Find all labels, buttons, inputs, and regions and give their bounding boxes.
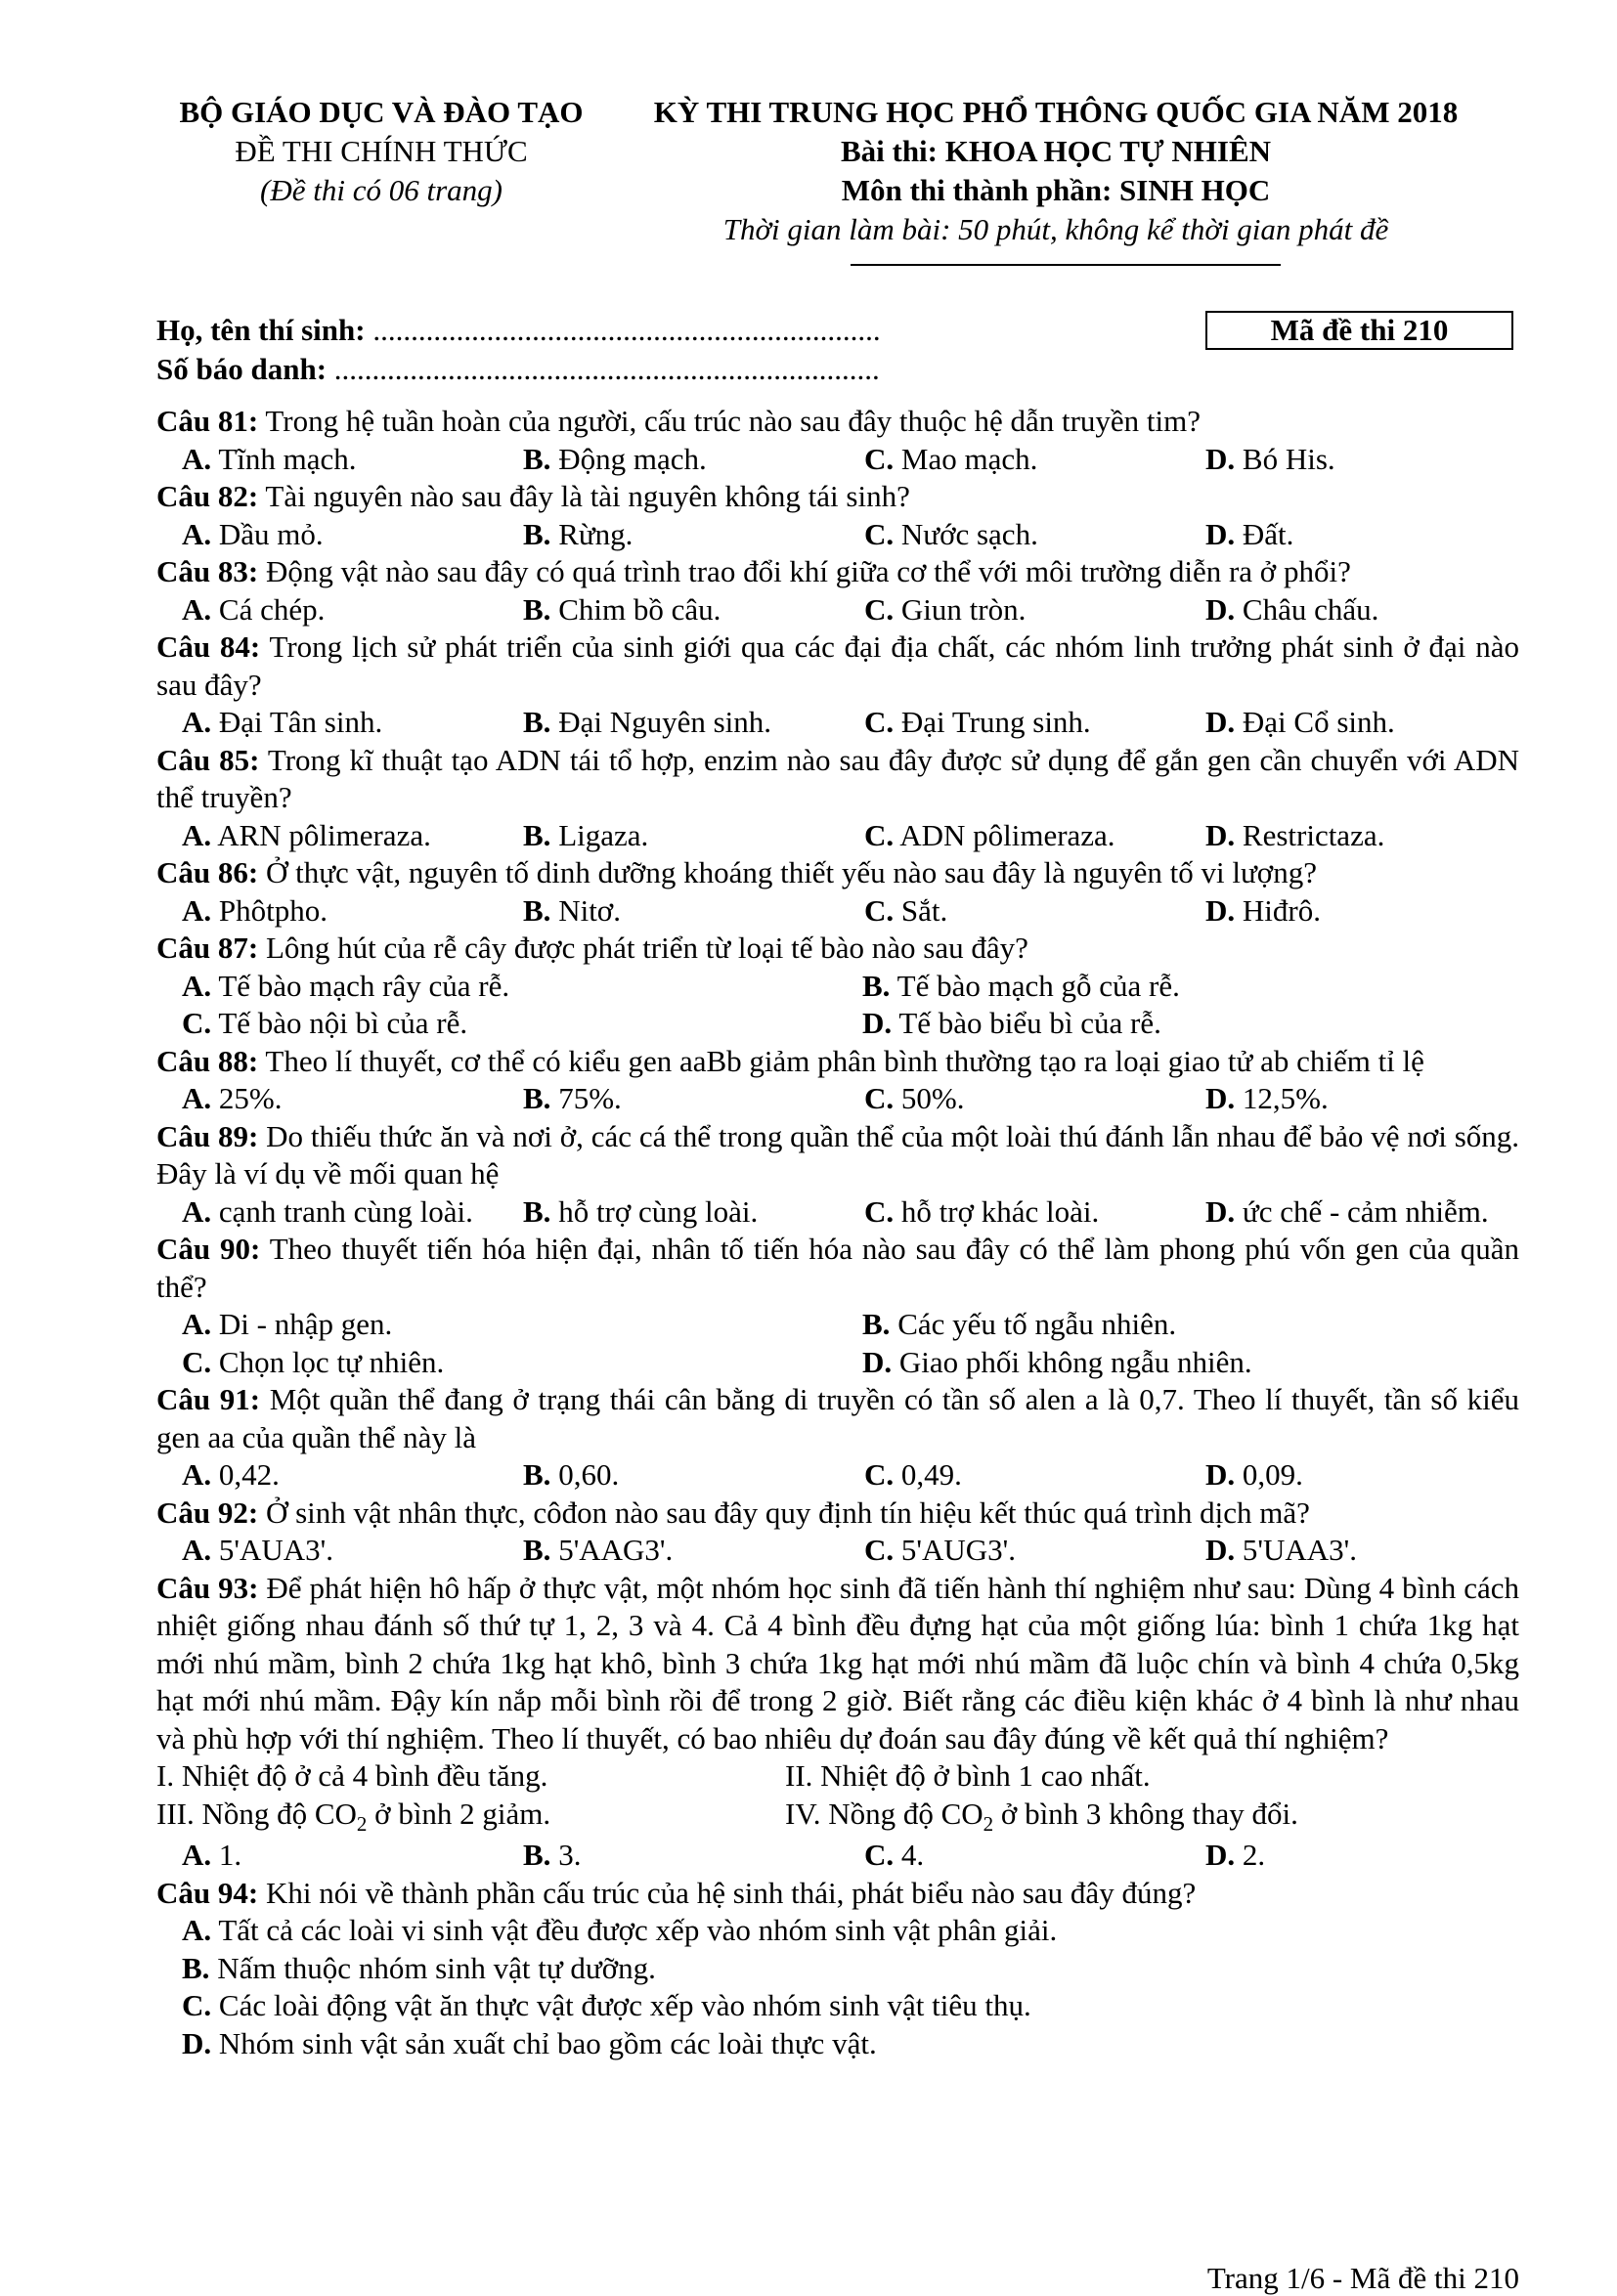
answer-options — [156, 1837, 1519, 1875]
answer-option[interactable] — [523, 1456, 864, 1495]
option-text: Các loài động vật ăn thực vật được xếp vào nhóm sinh vật tiêu thụ. — [218, 1988, 1031, 2022]
answer-options — [156, 1306, 1519, 1381]
answer-option[interactable] — [182, 1005, 862, 1043]
option-text: 25%. — [218, 1081, 283, 1115]
answer-option[interactable] — [523, 1837, 864, 1875]
question-text: Theo thuyết tiến hóa hiện đại, nhân tố tiến hóa nào sau đây có thể làm phong phú vốn gen của quần thể? — [156, 1232, 1519, 1304]
option-text: Đất. — [1242, 516, 1294, 551]
statement-text: ở bình 3 không thay đổi. — [993, 1796, 1298, 1831]
official-exam-label: ĐỀ THI CHÍNH THỨC — [235, 134, 528, 168]
option-text: 0,49. — [900, 1457, 962, 1492]
answer-option[interactable] — [523, 1532, 864, 1570]
option-text: Chim bồ câu. — [558, 591, 721, 627]
option-letter: D. — [1205, 1533, 1236, 1567]
option-text: Nước sạch. — [900, 516, 1038, 551]
question-stem — [156, 1118, 1519, 1193]
option-text: 0,09. — [1242, 1457, 1303, 1492]
answer-options — [156, 441, 1519, 479]
answer-option[interactable] — [182, 1306, 862, 1344]
option-letter: C. — [864, 705, 895, 739]
exam-code-box: Mã đề thi 210 — [1205, 311, 1513, 350]
option-letter: A. — [182, 516, 212, 551]
option-letter: B. — [862, 1307, 891, 1341]
question-stem — [156, 478, 1519, 516]
question-number: Câu 89: — [156, 1118, 259, 1153]
question-text: Lông hút của rễ cây được phát triển từ loại tế bào nào sau đây? — [265, 931, 1028, 965]
time-note: Thời gian làm bài: 50 phút, không kể thời gian phát đề — [722, 212, 1389, 246]
answer-option[interactable] — [182, 1912, 1519, 1950]
option-text: 5'AAG3'. — [558, 1533, 674, 1567]
option-letter: C. — [864, 441, 895, 476]
question-number: Câu 84: — [156, 629, 261, 664]
option-text: ADN pôlimeraza. — [899, 817, 1115, 852]
header-left — [156, 93, 606, 210]
candidate-name-row — [156, 311, 881, 350]
question-block — [156, 1118, 1519, 1232]
option-text: Mao mạch. — [900, 441, 1038, 476]
question-number: Câu 83: — [156, 554, 259, 588]
question-stem — [156, 1570, 1519, 1758]
option-letter: D. — [1205, 817, 1236, 852]
option-letter: D. — [862, 1006, 893, 1040]
question-text: Trong lịch sử phát triển của sinh giới qua các đại địa chất, các nhóm linh trưởng phát sinh ở đại nào sau đây? — [156, 629, 1519, 702]
subject-name: Môn thi thành phần: SINH HỌC — [841, 173, 1271, 207]
option-letter: D. — [1205, 591, 1236, 627]
option-letter: B. — [523, 1838, 551, 1872]
question-block — [156, 1381, 1519, 1495]
question-number: Câu 93: — [156, 1570, 259, 1605]
option-letter: A. — [182, 441, 212, 476]
option-text: 0,42. — [218, 1457, 280, 1492]
answer-option[interactable] — [864, 892, 1205, 931]
answer-options — [156, 516, 1519, 554]
option-letter: A. — [182, 1533, 212, 1567]
answer-option[interactable] — [862, 1005, 1547, 1043]
option-letter: B. — [523, 1081, 551, 1115]
option-text: 5'UAA3'. — [1242, 1533, 1357, 1567]
option-text: hỗ trợ khác loài. — [900, 1193, 1100, 1229]
option-text: 4. — [900, 1838, 925, 1872]
header-right — [626, 93, 1486, 249]
question-stem — [156, 1043, 1519, 1081]
answer-option[interactable] — [864, 1193, 1205, 1232]
option-text: Nấm thuộc nhóm sinh vật tự dưỡng. — [217, 1950, 656, 1985]
question-stem — [156, 1231, 1519, 1306]
answer-option[interactable] — [1205, 441, 1547, 479]
answer-option[interactable] — [864, 516, 1205, 554]
question-block — [156, 742, 1519, 855]
option-letter: B. — [523, 441, 551, 476]
answer-option[interactable] — [182, 441, 523, 479]
option-text: Tế bào nội bì của rễ. — [218, 1006, 468, 1040]
option-text: Châu chấu. — [1242, 591, 1379, 627]
option-letter: B. — [523, 516, 551, 551]
option-letter: A. — [182, 1457, 212, 1492]
question-number: Câu 94: — [156, 1875, 259, 1910]
answer-option[interactable] — [864, 1837, 1205, 1875]
statement-text: III. Nồng độ CO — [156, 1796, 357, 1831]
option-letter: D. — [1205, 441, 1236, 476]
option-letter: B. — [523, 705, 551, 739]
answer-option[interactable] — [1205, 1456, 1547, 1495]
option-letter: C. — [864, 892, 895, 928]
question-text: Do thiếu thức ăn và nơi ở, các cá thể trong quần thể của một loài thú đánh lẫn nhau để bảo vệ nơi sống. Đây là ví dụ về mối quan hệ — [156, 1118, 1520, 1191]
question-text: Ở sinh vật nhân thực, côđon nào sau đây quy định tín hiệu kết thúc quá trình dịch mã? — [265, 1495, 1310, 1530]
option-letter: D. — [1205, 1193, 1236, 1229]
question-stem — [156, 742, 1519, 817]
option-text: 75%. — [558, 1081, 622, 1115]
question-stem — [156, 1875, 1519, 1913]
answer-option[interactable] — [864, 817, 1205, 855]
question-text: Động vật nào sau đây có quá trình trao đổi khí giữa cơ thể với môi trường diễn ra ở phổi? — [265, 554, 1351, 588]
question-stem — [156, 930, 1519, 968]
question-text: Ở thực vật, nguyên tố dinh dưỡng khoáng thiết yếu nào sau đây là nguyên tố vi lượng? — [265, 855, 1317, 889]
option-text: Đại Trung sinh. — [900, 705, 1091, 739]
question-number: Câu 85: — [156, 742, 260, 777]
option-text: Restrictaza. — [1242, 817, 1385, 852]
statement-list — [156, 1757, 1519, 1836]
option-letter: A. — [182, 591, 212, 627]
option-text: Đại Tân sinh. — [218, 705, 383, 739]
statement-item: I. Nhiệt độ ở cả 4 bình đều tăng. — [156, 1758, 548, 1793]
candidate-name-label: Họ, tên thí sinh: — [156, 313, 366, 347]
candidate-id-row — [156, 350, 881, 389]
question-block — [156, 628, 1519, 742]
option-letter: C. — [864, 1081, 895, 1115]
answer-option[interactable] — [182, 968, 862, 1006]
subscript: 2 — [983, 1811, 994, 1836]
option-text: Nhóm sinh vật sản xuất chỉ bao gồm các loài thực vật. — [218, 2025, 877, 2060]
answer-option[interactable] — [862, 1344, 1547, 1382]
option-text: Đại Cổ sinh. — [1242, 705, 1395, 739]
option-text: Rừng. — [558, 516, 634, 551]
answer-option[interactable] — [182, 817, 523, 855]
question-number: Câu 88: — [156, 1043, 259, 1078]
option-letter: C. — [864, 1457, 895, 1492]
answer-option[interactable] — [862, 968, 1547, 1006]
option-letter: D. — [1205, 892, 1236, 928]
option-text: cạnh tranh cùng loài. — [218, 1193, 473, 1229]
option-text: Giun tròn. — [900, 591, 1027, 627]
question-block — [156, 403, 1519, 478]
question-stem — [156, 403, 1519, 441]
question-block — [156, 478, 1519, 553]
option-text: 5'AUG3'. — [900, 1533, 1016, 1567]
option-letter: A. — [182, 705, 212, 739]
question-block — [156, 1231, 1519, 1381]
answer-option[interactable] — [523, 704, 864, 742]
answer-option[interactable] — [182, 1456, 523, 1495]
option-text: Động mạch. — [558, 441, 707, 476]
option-letter: B. — [523, 1533, 551, 1567]
option-letter: B. — [523, 817, 551, 852]
option-letter: D. — [1205, 705, 1236, 739]
page-count-note: (Đề thi có 06 trang) — [260, 173, 503, 207]
option-letter: C. — [182, 1344, 212, 1379]
subscript: 2 — [356, 1811, 368, 1836]
option-text: Tế bào mạch gỗ của rễ. — [896, 968, 1180, 1003]
candidate-id-dots: ........................................................................ — [327, 352, 880, 386]
question-block — [156, 1043, 1519, 1118]
answer-options — [156, 968, 1519, 1043]
question-stem — [156, 553, 1519, 591]
option-letter: A. — [182, 1081, 212, 1115]
option-letter: A. — [182, 1913, 212, 1947]
question-text: Tài nguyên nào sau đây là tài nguyên không tái sinh? — [265, 479, 910, 513]
option-text: Tế bào mạch rây của rễ. — [218, 968, 510, 1003]
answer-option[interactable] — [864, 1080, 1205, 1118]
option-text: Giao phối không ngẫu nhiên. — [898, 1344, 1252, 1379]
statement-item — [156, 1796, 785, 1834]
question-text: Để phát hiện hô hấp ở thực vật, một nhóm học sinh đã tiến hành thí nghiệm như sau: Dùng 4 bình cách nhiệt giống nhau đánh số thứ tự 1, 2, 3 và 4. Cả 4 bình đều đựng hạt của một giống lúa: bình 1 chứa 1kg hạt mới nhú mầm, bình 2 chứa 1kg hạt khô, bình 3 chứa 1kg hạt mới nhú mầm đã luộc chín và bình 4 chứa 0,5kg hạt mới nhú mầm. Đậy kín nắp mỗi bình rồi để trong 2 giờ. Biết rằng các điều kiện khác ở 4 bình là như nhau và phù hợp với thí nghiệm. Theo lí thuyết, có bao nhiêu dự đoán sau đây đúng về kết quả thí nghiệm? — [156, 1570, 1520, 1755]
question-text: Khi nói về thành phần cấu trúc của hệ sinh thái, phát biểu nào sau đây đúng? — [265, 1875, 1197, 1910]
option-letter: D. — [1205, 1838, 1236, 1872]
answer-option[interactable] — [182, 1837, 523, 1875]
option-letter: A. — [182, 817, 212, 852]
option-text: Di - nhập gen. — [218, 1307, 393, 1341]
option-text: 50%. — [900, 1081, 965, 1115]
candidate-name-dots: ................................................................... — [365, 313, 881, 347]
option-text: Chọn lọc tự nhiên. — [218, 1344, 445, 1379]
answer-options — [156, 1912, 1519, 2062]
answer-options — [156, 1456, 1519, 1495]
option-text: Sắt. — [900, 892, 948, 928]
option-text: Nitơ. — [558, 892, 621, 928]
question-text: Trong kĩ thuật tạo ADN tái tổ hợp, enzim nào sau đây được sử dụng để gắn gen cần chuyển với ADN thể truyền? — [156, 742, 1519, 814]
question-block — [156, 854, 1519, 930]
option-letter: C. — [182, 1006, 212, 1040]
answer-options — [156, 704, 1519, 742]
answer-option[interactable] — [523, 516, 864, 554]
answer-option[interactable] — [523, 817, 864, 855]
answer-option[interactable] — [182, 892, 523, 931]
answer-option[interactable] — [182, 1950, 1519, 1988]
statement-text: IV. Nồng độ CO — [785, 1796, 983, 1831]
answer-option[interactable] — [182, 516, 523, 554]
question-block — [156, 1570, 1519, 1875]
answer-option[interactable] — [182, 704, 523, 742]
option-letter: D. — [1205, 516, 1236, 551]
statement-item: II. Nhiệt độ ở bình 1 cao nhất. — [785, 1758, 1151, 1793]
statement-text: ở bình 2 giảm. — [367, 1796, 551, 1831]
option-letter: B. — [523, 892, 551, 928]
answer-option[interactable] — [1205, 591, 1547, 629]
answer-options — [156, 1080, 1519, 1118]
option-letter: C. — [864, 1533, 895, 1567]
answer-option[interactable] — [862, 1306, 1547, 1344]
option-text: Bó His. — [1242, 441, 1335, 476]
answer-option[interactable] — [523, 591, 864, 629]
answer-option[interactable] — [864, 704, 1205, 742]
answer-option[interactable] — [182, 1532, 523, 1570]
question-stem — [156, 1495, 1519, 1533]
option-letter: A. — [182, 968, 212, 1003]
answer-option[interactable] — [1205, 704, 1547, 742]
question-block — [156, 1495, 1519, 1570]
option-text: 2. — [1242, 1838, 1266, 1872]
question-number: Câu 87: — [156, 931, 259, 965]
answer-option[interactable] — [523, 1080, 864, 1118]
answer-option[interactable] — [182, 1344, 862, 1382]
option-letter: C. — [864, 1193, 895, 1229]
option-text: 3. — [558, 1838, 582, 1872]
answer-option[interactable] — [1205, 1837, 1547, 1875]
answer-option[interactable] — [1205, 817, 1547, 855]
header-underline — [851, 264, 1281, 266]
answer-options — [156, 1193, 1519, 1232]
answer-option[interactable] — [864, 441, 1205, 479]
question-number: Câu 86: — [156, 855, 259, 889]
option-text: Dầu mỏ. — [218, 516, 324, 551]
question-block — [156, 1875, 1519, 2063]
option-text: Tất cả các loài vi sinh vật đều được xếp vào nhóm sinh vật phân giải. — [218, 1913, 1058, 1947]
option-letter: C. — [182, 1988, 212, 2022]
option-letter: B. — [523, 1193, 551, 1229]
answer-option[interactable] — [182, 1080, 523, 1118]
option-letter: D. — [182, 2025, 212, 2060]
answer-option[interactable] — [523, 441, 864, 479]
answer-options — [156, 591, 1519, 629]
option-letter: D. — [1205, 1081, 1236, 1115]
answer-option[interactable] — [1205, 1193, 1547, 1232]
option-text: Cá chép. — [218, 591, 326, 627]
exam-title: KỲ THI TRUNG HỌC PHỔ THÔNG QUỐC GIA NĂM 2018 — [653, 95, 1459, 129]
answer-option[interactable] — [1205, 892, 1547, 931]
question-block — [156, 553, 1519, 628]
option-letter: C. — [864, 591, 895, 627]
answer-option[interactable] — [523, 1193, 864, 1232]
option-text: hỗ trợ cùng loài. — [558, 1193, 759, 1229]
question-number: Câu 91: — [156, 1382, 261, 1416]
candidate-id-label: Số báo danh: — [156, 352, 328, 386]
option-letter: B. — [523, 1457, 551, 1492]
option-text: 5'AUA3'. — [218, 1533, 333, 1567]
answer-option[interactable] — [1205, 1532, 1547, 1570]
answer-option[interactable] — [523, 892, 864, 931]
question-list — [156, 403, 1519, 2062]
question-number: Câu 92: — [156, 1495, 259, 1530]
option-letter: B. — [862, 968, 891, 1003]
question-block — [156, 930, 1519, 1043]
answer-options — [156, 817, 1519, 855]
option-text: Tĩnh mạch. — [218, 441, 357, 476]
option-letter: D. — [862, 1344, 893, 1379]
ministry-name: BỘ GIÁO DỤC VÀ ĐÀO TẠO — [179, 95, 584, 129]
option-text: Các yếu tố ngẫu nhiên. — [897, 1307, 1177, 1341]
option-text: ARN pôlimeraza. — [217, 817, 431, 852]
question-text: Trong hệ tuần hoàn của người, cấu trúc nào sau đây thuộc hệ dẫn truyền tim? — [265, 404, 1202, 438]
option-letter: D. — [1205, 1457, 1236, 1492]
option-text: 12,5%. — [1242, 1081, 1329, 1115]
test-name: Bài thi: KHOA HỌC TỰ NHIÊN — [840, 134, 1272, 168]
page-footer: Trang 1/6 - Mã đề thi 210 — [1206, 2261, 1519, 2295]
answer-option[interactable] — [182, 591, 523, 629]
option-letter: A. — [182, 1193, 212, 1229]
option-letter: C. — [864, 516, 895, 551]
answer-option[interactable] — [182, 2025, 1519, 2063]
option-text: Tế bào biểu bì của rễ. — [898, 1006, 1161, 1040]
option-letter: C. — [864, 1838, 895, 1872]
candidate-info — [156, 311, 881, 389]
answer-option[interactable] — [864, 1532, 1205, 1570]
option-letter: C. — [864, 817, 895, 852]
option-text: Ligaza. — [558, 817, 649, 852]
question-text: Theo lí thuyết, cơ thể có kiểu gen aaBb giảm phân bình thường tạo ra loại giao tử ab chiếm tỉ lệ — [265, 1043, 1424, 1078]
answer-option[interactable] — [182, 1987, 1519, 2025]
option-letter: B. — [523, 591, 551, 627]
option-letter: B. — [182, 1950, 210, 1985]
question-text: Một quần thể đang ở trạng thái cân bằng di truyền có tần số alen a là 0,7. Theo lí thuyết, tần số kiểu gen aa của quần thể này là — [156, 1382, 1519, 1454]
question-stem — [156, 854, 1519, 892]
statement-item — [785, 1796, 1518, 1834]
option-text: ức chế - cảm nhiễm. — [1242, 1193, 1489, 1229]
answer-options — [156, 892, 1519, 931]
option-text: Hiđrô. — [1242, 892, 1321, 928]
question-number: Câu 90: — [156, 1232, 261, 1266]
option-text: 0,60. — [558, 1457, 620, 1492]
option-letter: A. — [182, 1307, 212, 1341]
option-letter: A. — [182, 892, 212, 928]
answer-options — [156, 1532, 1519, 1570]
answer-option[interactable] — [1205, 516, 1547, 554]
option-text: 1. — [218, 1838, 242, 1872]
answer-option[interactable] — [864, 1456, 1205, 1495]
question-number: Câu 82: — [156, 479, 259, 513]
question-stem — [156, 1381, 1519, 1456]
option-letter: A. — [182, 1838, 212, 1872]
option-text: Phôtpho. — [218, 892, 328, 928]
question-number: Câu 81: — [156, 404, 259, 438]
option-text: Đại Nguyên sinh. — [558, 705, 772, 739]
answer-option[interactable] — [1205, 1080, 1547, 1118]
answer-option[interactable] — [182, 1193, 523, 1232]
answer-option[interactable] — [864, 591, 1205, 629]
question-stem — [156, 628, 1519, 704]
